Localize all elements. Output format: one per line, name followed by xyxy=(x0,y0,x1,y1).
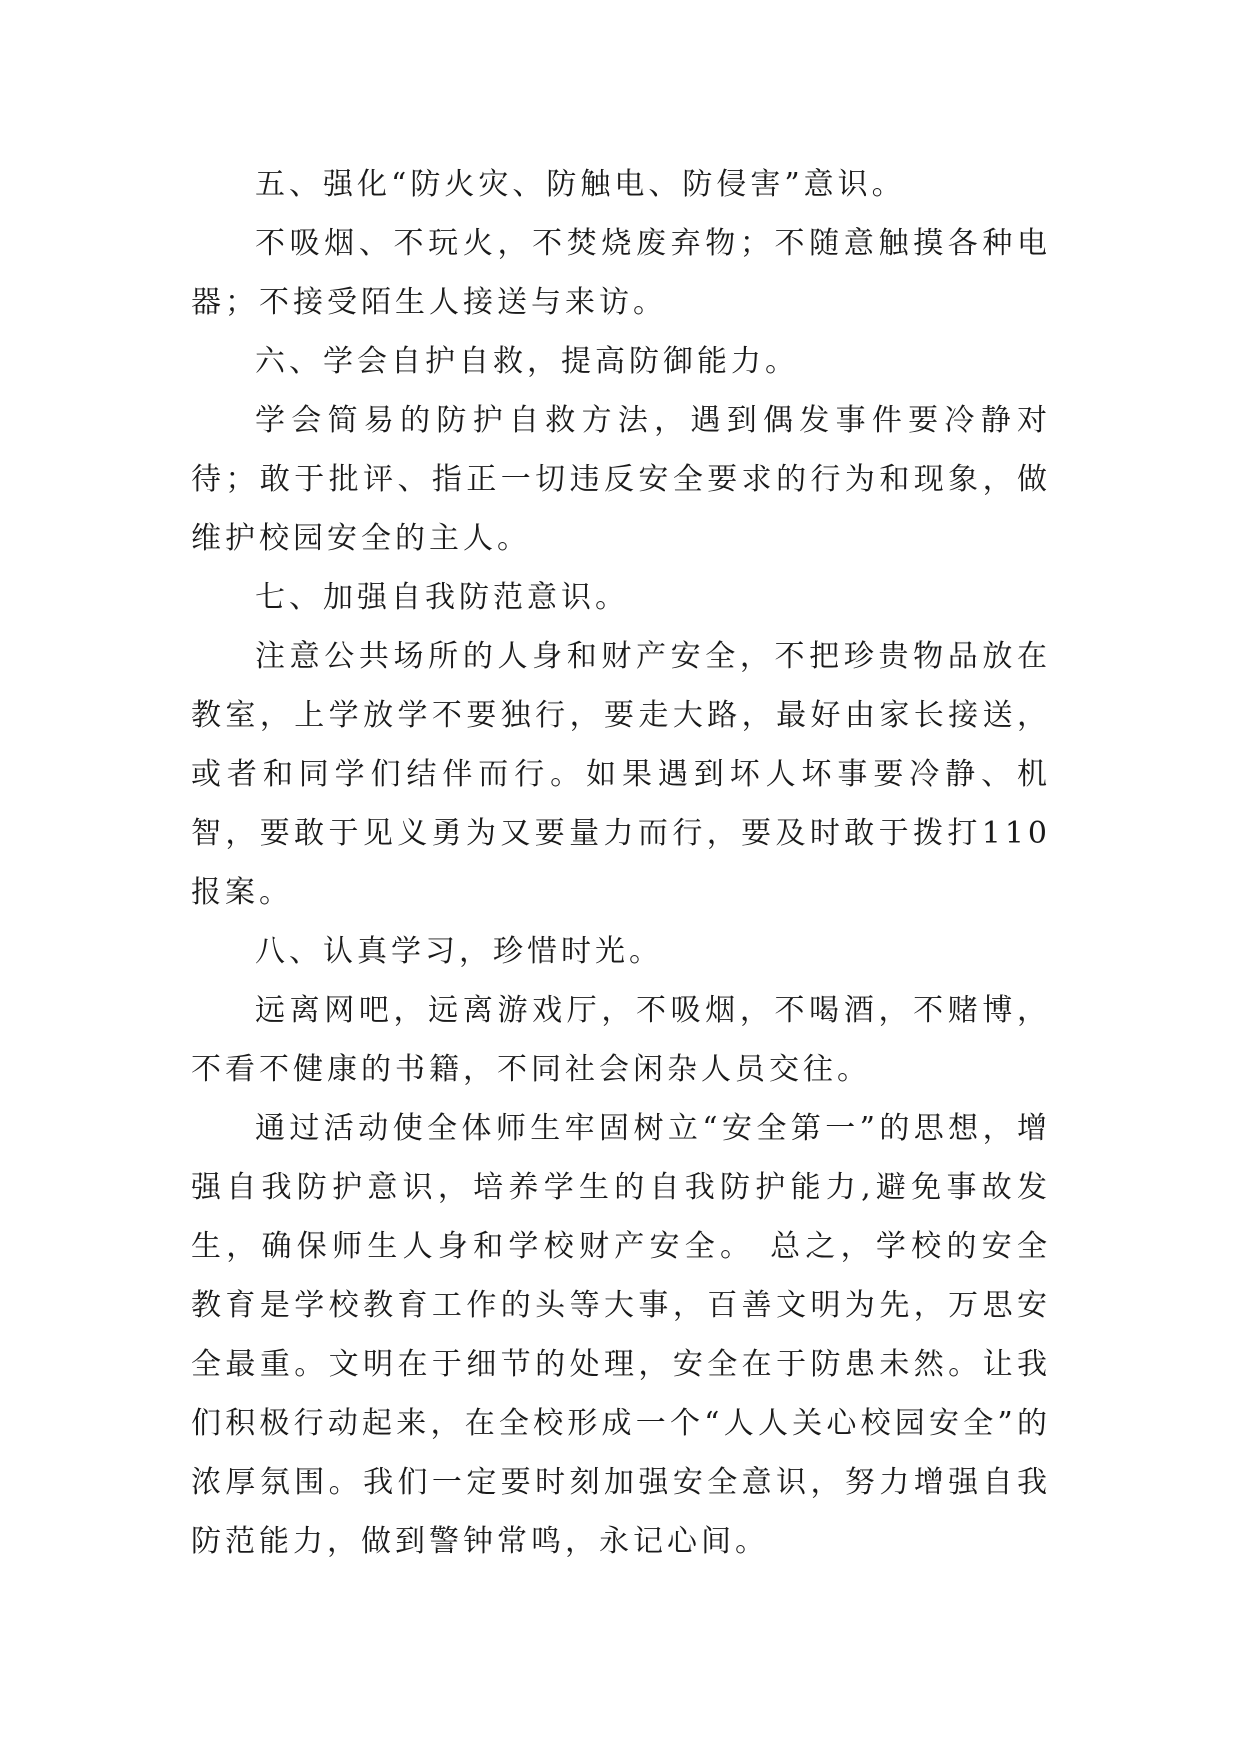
section-heading-6: 六、学会自护自救，提高防御能力。 xyxy=(255,344,799,379)
paragraph-self-rescue: 学会简易的防护自救方法，遇到偶发事件要冷静对待；敢于批评、指正一切违反安全要求的行为和现象，做维护校园安全的主人。 xyxy=(191,403,1051,556)
paragraph-fire-electric-safety: 不吸烟、不玩火，不焚烧废弃物；不随意触摸各种电器；不接受陌生人接送与来访。 xyxy=(191,226,1051,320)
section-heading-5: 五、强化“防火灾、防触电、防侵害”意识。 xyxy=(255,167,906,202)
paragraph-conclusion: 通过活动使全体师生牢固树立“安全第一”的思想，增强自我防护意识，培养学生的自我防护能力,避免事故发生，确保师生人身和学校财产安全。 总之，学校的安全教育是学校教育工作的头等大事，百善文明为先，万思安全最重。文明在于细节的处理，安全在于防患未然。让我们积极行动起来，在全校形成一个“人人关心校园安全”的浓厚氛围。我们一定要时刻加强安全意识，努力增强自我防范能力，做到警钟常鸣，永记心间。 xyxy=(191,1111,1051,1559)
paragraph-self-protection: 注意公共场所的人身和财产安全，不把珍贵物品放在教室，上学放学不要独行，要走大路，最好由家长接送，或者和同学们结伴而行。如果遇到坏人坏事要冷静、机智，要敢于见义勇为又要量力而行，要及时敢于拨打110报案。 xyxy=(191,639,1051,910)
section-heading-7: 七、加强自我防范意识。 xyxy=(255,580,629,615)
document-body xyxy=(191,155,1051,1571)
paragraph-study-habits: 远离网吧，远离游戏厅，不吸烟，不喝酒，不赌博，不看不健康的书籍，不同社会闲杂人员交往。 xyxy=(191,993,1051,1087)
section-heading-8: 八、认真学习，珍惜时光。 xyxy=(255,934,663,969)
